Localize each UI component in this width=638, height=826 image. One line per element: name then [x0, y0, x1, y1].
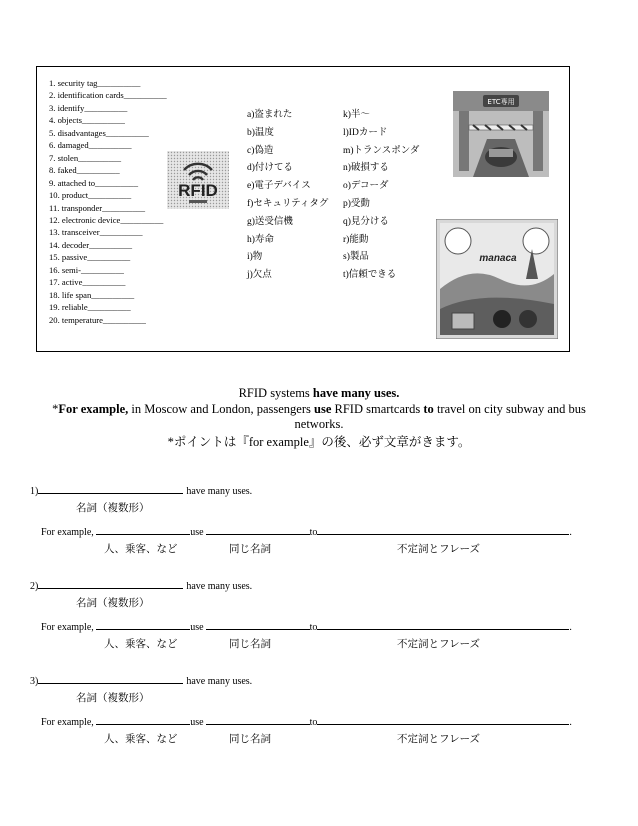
infinitive-hint: 不定詞とフレーズ — [397, 544, 481, 555]
noun-blank[interactable] — [38, 674, 183, 684]
infinitive-blank[interactable] — [317, 620, 569, 630]
period: . — [569, 527, 572, 538]
vocab-item: 18. life span__________ — [49, 289, 135, 300]
vocab-item: 15. passive__________ — [49, 252, 131, 263]
vocab-item: 14. decoder__________ — [49, 239, 133, 250]
vocab-item: 13. transceiver__________ — [49, 227, 143, 238]
vocab-item: 2. identification cards__________ — [49, 90, 167, 101]
use-text: use — [190, 622, 204, 633]
choice-item: g)送受信機 — [247, 216, 293, 227]
rfid-logo-text: RFID — [178, 181, 218, 200]
people-blank[interactable] — [96, 620, 190, 630]
to-text: to — [309, 717, 318, 728]
same-noun-hint: 同じ名詞 — [229, 734, 271, 745]
to-text: to — [309, 527, 318, 538]
have-many-uses-text: have many uses. — [186, 581, 253, 592]
exercise-example-line — [41, 525, 572, 538]
manaca-poster-image — [436, 219, 558, 339]
people-blank[interactable] — [96, 715, 190, 725]
choice-item: l)IDカード — [343, 127, 388, 138]
use-text: use — [190, 717, 204, 728]
exercise-noun-line — [30, 674, 252, 687]
noun-hint: 名詞（複数形） — [76, 503, 150, 514]
noun-blank[interactable] — [38, 579, 183, 589]
vocab-item: 9. attached to__________ — [49, 177, 139, 188]
same-noun-blank[interactable] — [206, 715, 310, 725]
people-blank[interactable] — [96, 525, 190, 535]
vocabulary-box — [36, 66, 570, 352]
point-note: *ポイントは『for example』の後、必ず文章がきます。 — [167, 435, 471, 449]
exercise-number: 3) — [30, 676, 39, 687]
vocab-item: 10. product__________ — [49, 190, 132, 201]
infinitive-hint: 不定詞とフレーズ — [397, 734, 481, 745]
vocab-item: 5. disadvantages__________ — [49, 127, 149, 138]
choice-item: n)破損する — [343, 163, 389, 174]
choice-item: k)半〜 — [343, 110, 370, 120]
choice-item: r)能動 — [343, 234, 369, 245]
same-noun-hint: 同じ名詞 — [229, 544, 271, 555]
exercise-number: 2) — [30, 581, 39, 592]
people-hint: 人、乗客、など — [104, 734, 178, 745]
etc-sign-text: ETC専用 — [487, 98, 515, 106]
example-sentence: *For example, in Moscow and London, passengers use RFID smartcards to travel on city subway and bus networks. — [52, 402, 586, 431]
vocab-item: 20. temperature__________ — [49, 314, 146, 325]
same-noun-blank[interactable] — [206, 525, 310, 535]
period: . — [569, 622, 572, 633]
exercise-example-line — [41, 715, 572, 728]
choice-item: o)デコーダ — [343, 181, 389, 192]
period: . — [569, 717, 572, 728]
vocab-item: 6. damaged__________ — [49, 140, 132, 151]
poster-title: manaca — [479, 253, 517, 264]
same-noun-blank[interactable] — [206, 620, 310, 630]
use-text: use — [190, 527, 204, 538]
choice-item: a)盗まれた — [247, 110, 293, 120]
noun-hint: 名詞（複数形） — [76, 693, 150, 704]
choice-item: c)偽造 — [247, 145, 274, 156]
vocab-item: 3. identify__________ — [49, 102, 128, 113]
vocab-item: 17. active__________ — [49, 277, 126, 288]
choice-item: d)付けてる — [247, 163, 293, 174]
vocab-item: 11. transponder__________ — [49, 202, 146, 213]
choices-column-a — [247, 107, 328, 285]
infinitive-blank[interactable] — [317, 525, 569, 535]
vocab-item: 1. security tag__________ — [49, 78, 141, 88]
for-example-text: For example, — [41, 527, 97, 538]
choice-item: s)製品 — [343, 252, 369, 263]
vocab-item: 12. electronic device__________ — [49, 214, 164, 225]
choice-item: b)温度 — [247, 127, 274, 138]
vocab-item: 19. reliable__________ — [49, 302, 131, 313]
have-many-uses-text: have many uses. — [186, 486, 253, 497]
exercise-number: 1) — [30, 486, 39, 497]
choice-item: t)信頼できる — [343, 270, 397, 281]
for-example-text: For example, — [41, 622, 97, 633]
choice-item: p)受動 — [343, 198, 370, 209]
vocabulary-list — [49, 77, 167, 326]
choice-item: h)寿命 — [247, 234, 274, 245]
choices-column-b — [343, 107, 419, 285]
noun-blank[interactable] — [38, 484, 183, 494]
infinitive-hint: 不定詞とフレーズ — [397, 639, 481, 650]
exercise-noun-line — [30, 484, 252, 497]
choice-item: j)欠点 — [247, 270, 272, 281]
vocab-item: 7. stolen__________ — [49, 152, 122, 163]
choice-item: f)セキュリティタグ — [247, 198, 329, 209]
for-example-text: For example, — [41, 717, 97, 728]
etc-gate-photo — [453, 91, 549, 177]
infinitive-blank[interactable] — [317, 715, 569, 725]
vocab-item: 8. faked__________ — [49, 165, 120, 176]
noun-hint: 名詞（複数形） — [76, 598, 150, 609]
choice-item: i)物 — [247, 252, 263, 263]
have-many-uses-text: have many uses. — [186, 676, 253, 687]
choice-item: m)トランスポンダ — [343, 145, 420, 156]
people-hint: 人、乗客、など — [104, 544, 178, 555]
exercise-example-line — [41, 620, 572, 633]
choice-item: e)電子デバイス — [247, 181, 311, 192]
people-hint: 人、乗客、など — [104, 639, 178, 650]
choice-item: q)見分ける — [343, 216, 389, 227]
same-noun-hint: 同じ名詞 — [229, 639, 271, 650]
vocab-item: 16. semi-__________ — [49, 264, 124, 275]
exercise-noun-line — [30, 579, 252, 592]
intro-heading: RFID systems have many uses. — [238, 386, 400, 400]
to-text: to — [309, 622, 318, 633]
vocab-item: 4. objects__________ — [49, 115, 125, 126]
rfid-logo-image — [167, 151, 229, 209]
